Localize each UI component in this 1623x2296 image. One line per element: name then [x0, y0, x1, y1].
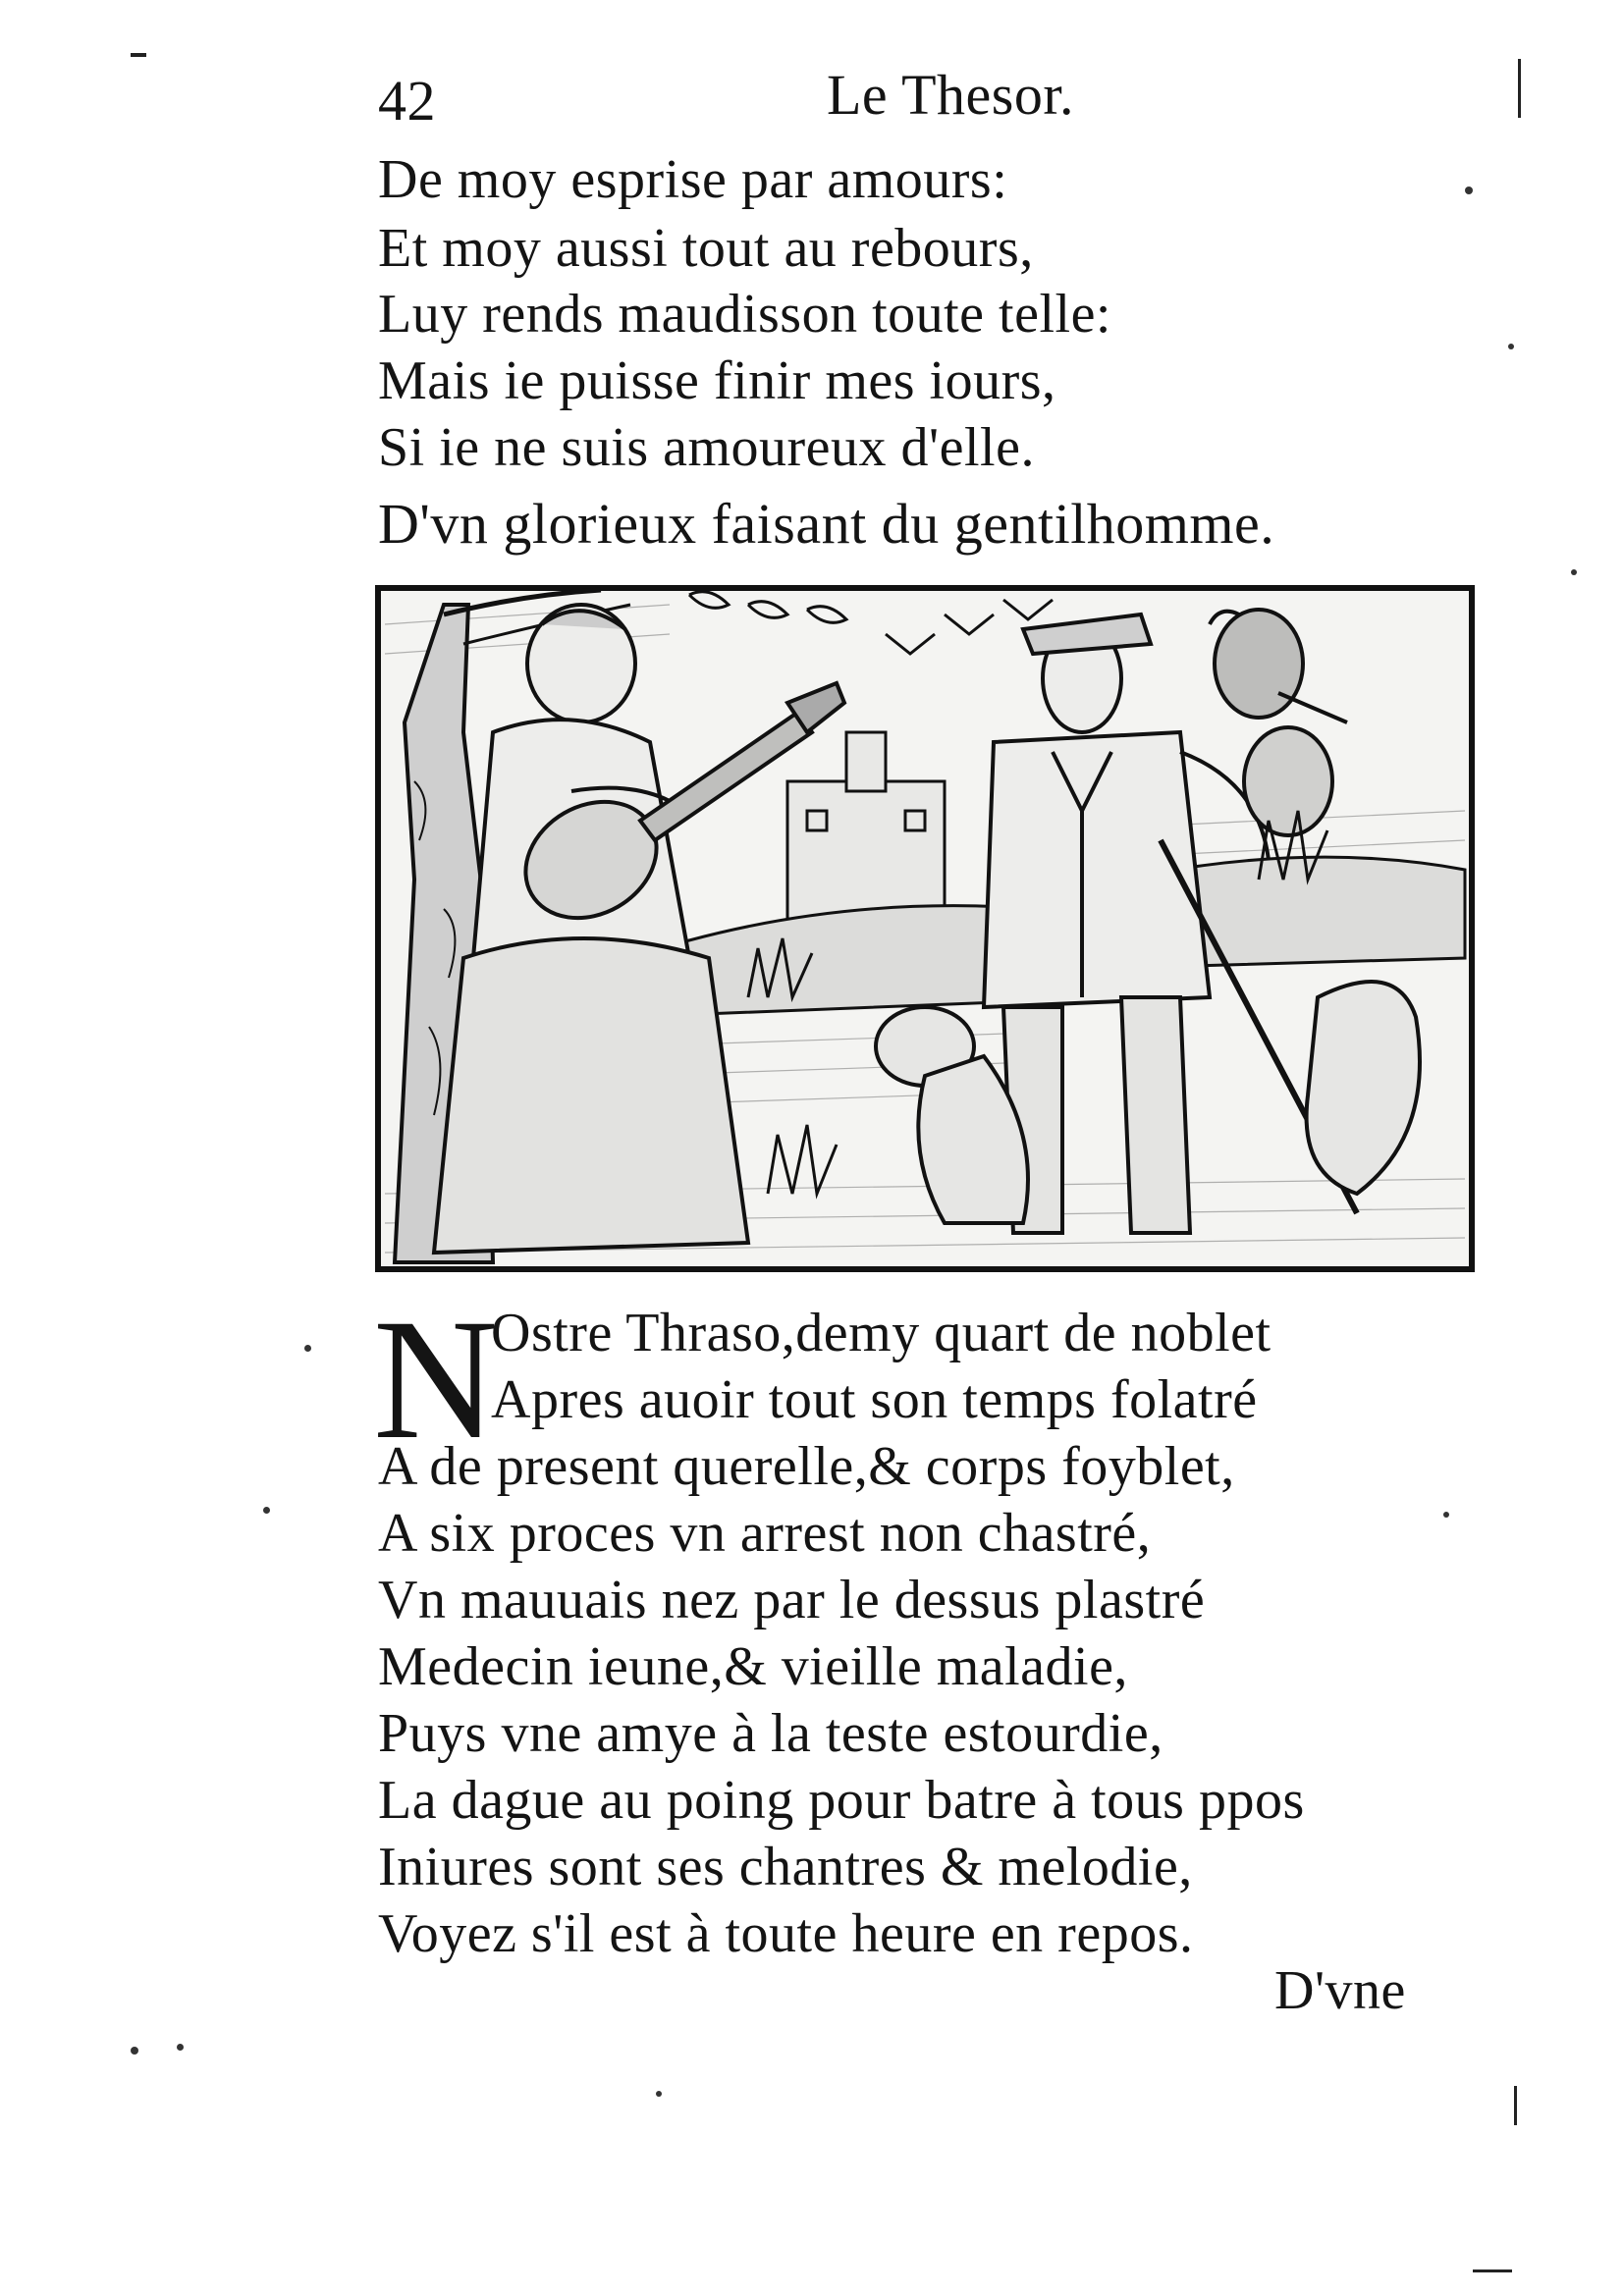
scan-speck — [177, 2044, 184, 2051]
poem-line: Puys vne amye à la teste estourdie, — [378, 1703, 1163, 1764]
verse-line: Luy rends maudisson toute telle: — [378, 284, 1111, 345]
poem-line: La dague au poing pour batre à tous ppos — [378, 1770, 1305, 1831]
catchword: D'vne — [1274, 1960, 1406, 2021]
scan-speck — [1571, 569, 1577, 575]
scan-mark — [1518, 59, 1521, 118]
scan-speck — [304, 1345, 311, 1352]
poem-line: Voyez s'il est à toute heure en repos. — [378, 1903, 1194, 1964]
poem-line: Iniures sont ses chantres & melodie, — [378, 1837, 1193, 1897]
verse-line: Et moy aussi tout au rebours, — [378, 218, 1034, 279]
drop-cap: N — [373, 1284, 499, 1475]
woodcut-illustration — [375, 585, 1475, 1272]
section-heading: D'vn glorieux faisant du gentilhomme. — [378, 492, 1275, 556]
poem-line: Medecin ieune,& vieille maladie, — [378, 1636, 1128, 1697]
page-number: 42 — [378, 69, 436, 133]
scan-speck — [656, 2091, 662, 2097]
verse-line: Si ie ne suis amoureux d'elle. — [378, 417, 1035, 478]
scan-speck — [1465, 187, 1473, 194]
verse-line: Mais ie puisse finir mes iours, — [378, 350, 1056, 411]
poem-line: Ostre Thraso,demy quart de noblet — [491, 1303, 1271, 1363]
poem-line: Apres auoir tout son temps folatré — [491, 1369, 1258, 1430]
scan-speck — [131, 2047, 138, 2055]
poem-line: A six proces vn arrest non chastré, — [378, 1503, 1152, 1564]
poem-line: A de present querelle,& corps foyblet, — [378, 1436, 1235, 1497]
poem-line: Vn mauuais nez par le dessus plastré — [378, 1570, 1206, 1630]
scan-speck — [263, 1507, 270, 1514]
scan-speck — [1443, 1512, 1449, 1518]
scan-mark — [1473, 2269, 1512, 2272]
scan-mark — [1514, 2086, 1517, 2125]
running-head: Le Thesor. — [827, 63, 1074, 127]
scan-mark — [131, 53, 146, 57]
verse-line: De moy esprise par amours: — [378, 149, 1008, 210]
scan-speck — [1508, 344, 1514, 349]
